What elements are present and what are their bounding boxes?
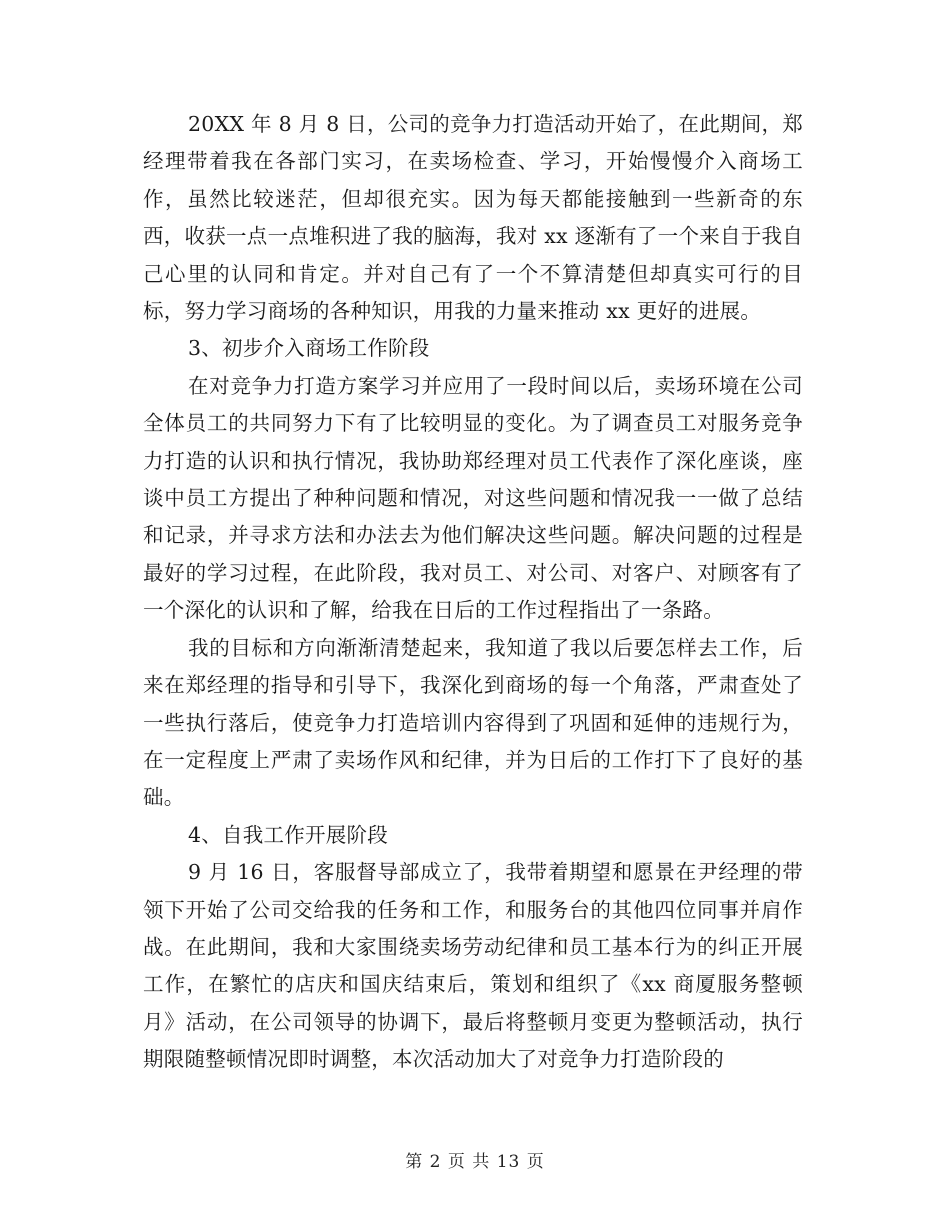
- document-body: [143, 106, 803, 1079]
- section-heading-4: 4、自我工作开展阶段: [188, 822, 389, 847]
- paragraph-1: 20XX 年 8 月 8 日，公司的竞争力打造活动开始了，在此期间，郑经理带着我在各部门实习，在卖场检查、学习，开始慢慢介入商场工作，虽然比较迷茫，但却很充实。因为每天都能接触到一些新奇的东西，收获一点一点堆积进了我的脑海，我对 xx 逐渐有了一个来自于我自己心里的认同和肯定。并对自己有了一个不算清楚但却真实可行的目标，努力学习商场的各种知识，用我的力量来推动 xx 更好的进展。: [143, 112, 803, 324]
- paragraph-3: 我的目标和方向渐渐清楚起来，我知道了我以后要怎样去工作，后来在郑经理的指导和引导下，我深化到商场的每一个角落，严肃查处了一些执行落后，使竞争力打造培训内容得到了巩固和延伸的违规行为，在一定程度上严肃了卖场作风和纪律，并为日后的工作打下了良好的基础。: [143, 635, 803, 810]
- paragraph-4: 9 月 16 日，客服督导部成立了，我带着期望和愿景在尹经理的带领下开始了公司交给我的任务和工作，和服务台的其他四位同事并肩作战。在此期间，我和大家围绕卖场劳动纪律和员工基本行为的纠正开展工作，在繁忙的店庆和国庆结束后，策划和组织了《xx 商厦服务整顿月》活动，在公司领导的协调下，最后将整顿月变更为整顿活动，执行期限随整顿情况即时调整，本次活动加大了对竞争力打造阶段的: [143, 860, 803, 1072]
- paragraph-2: 在对竞争力打造方案学习并应用了一段时间以后，卖场环境在公司全体员工的共同努力下有了比较明显的变化。为了调查员工对服务竞争力打造的认识和执行情况，我协助郑经理对员工代表作了深化座谈，座谈中员工方提出了种种问题和情况，对这些问题和情况我一一做了总结和记录，并寻求方法和办法去为他们解决这些问题。解决问题的过程是最好的学习过程，在此阶段，我对员工、对公司、对客户、对顾客有了一个深化的认识和了解，给我在日后的工作过程指出了一条路。: [143, 373, 803, 623]
- section-heading-3: 3、初步介入商场工作阶段: [188, 336, 430, 361]
- page-number-footer: 第 2 页 共 13 页: [405, 1152, 545, 1172]
